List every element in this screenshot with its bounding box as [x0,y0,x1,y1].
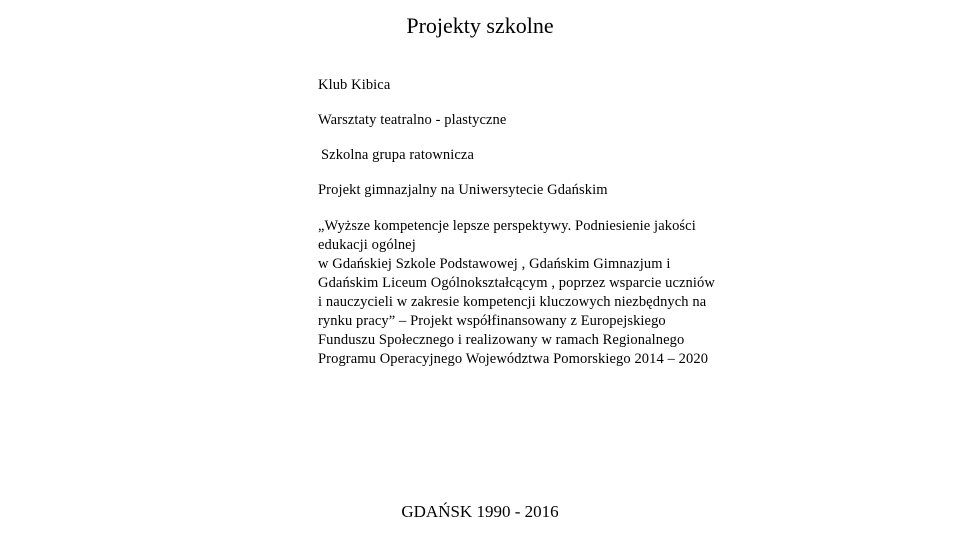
project-item-grupa-ratownicza: Szkolna grupa ratownicza [321,147,474,163]
project-item-projekt-gimnazjalny: Projekt gimnazjalny na Uniwersytecie Gdańskim [318,182,608,198]
project-item-klub-kibica: Klub Kibica [318,77,391,93]
footer-location-years: GDAŃSK 1990 - 2016 [401,502,559,521]
project-item-warsztaty: Warsztaty teatralno - plastyczne [318,112,507,128]
project-list [318,76,758,369]
page-title: Projekty szkolne [406,13,554,38]
project-description: „Wyższe kompetencje lepsze perspektywy. Podniesienie jakości edukacji ogólnej w Gdańskiej Szkole Podstawowej , Gdańskim Gimnazjum i Gdańskim Liceum Ogólnokształcącym , poprzez wsparcie uczniów i nauczycieli w zakresie kompetencji kluczowych niezbędnych na rynku pracy” – Projekt współfinansowany z Europejskiego Funduszu Społecznego i realizowany w ramach Regionalnego Programu Operacyjnego Województwa Pomorskiego 2014 – 2020 [318,218,715,367]
